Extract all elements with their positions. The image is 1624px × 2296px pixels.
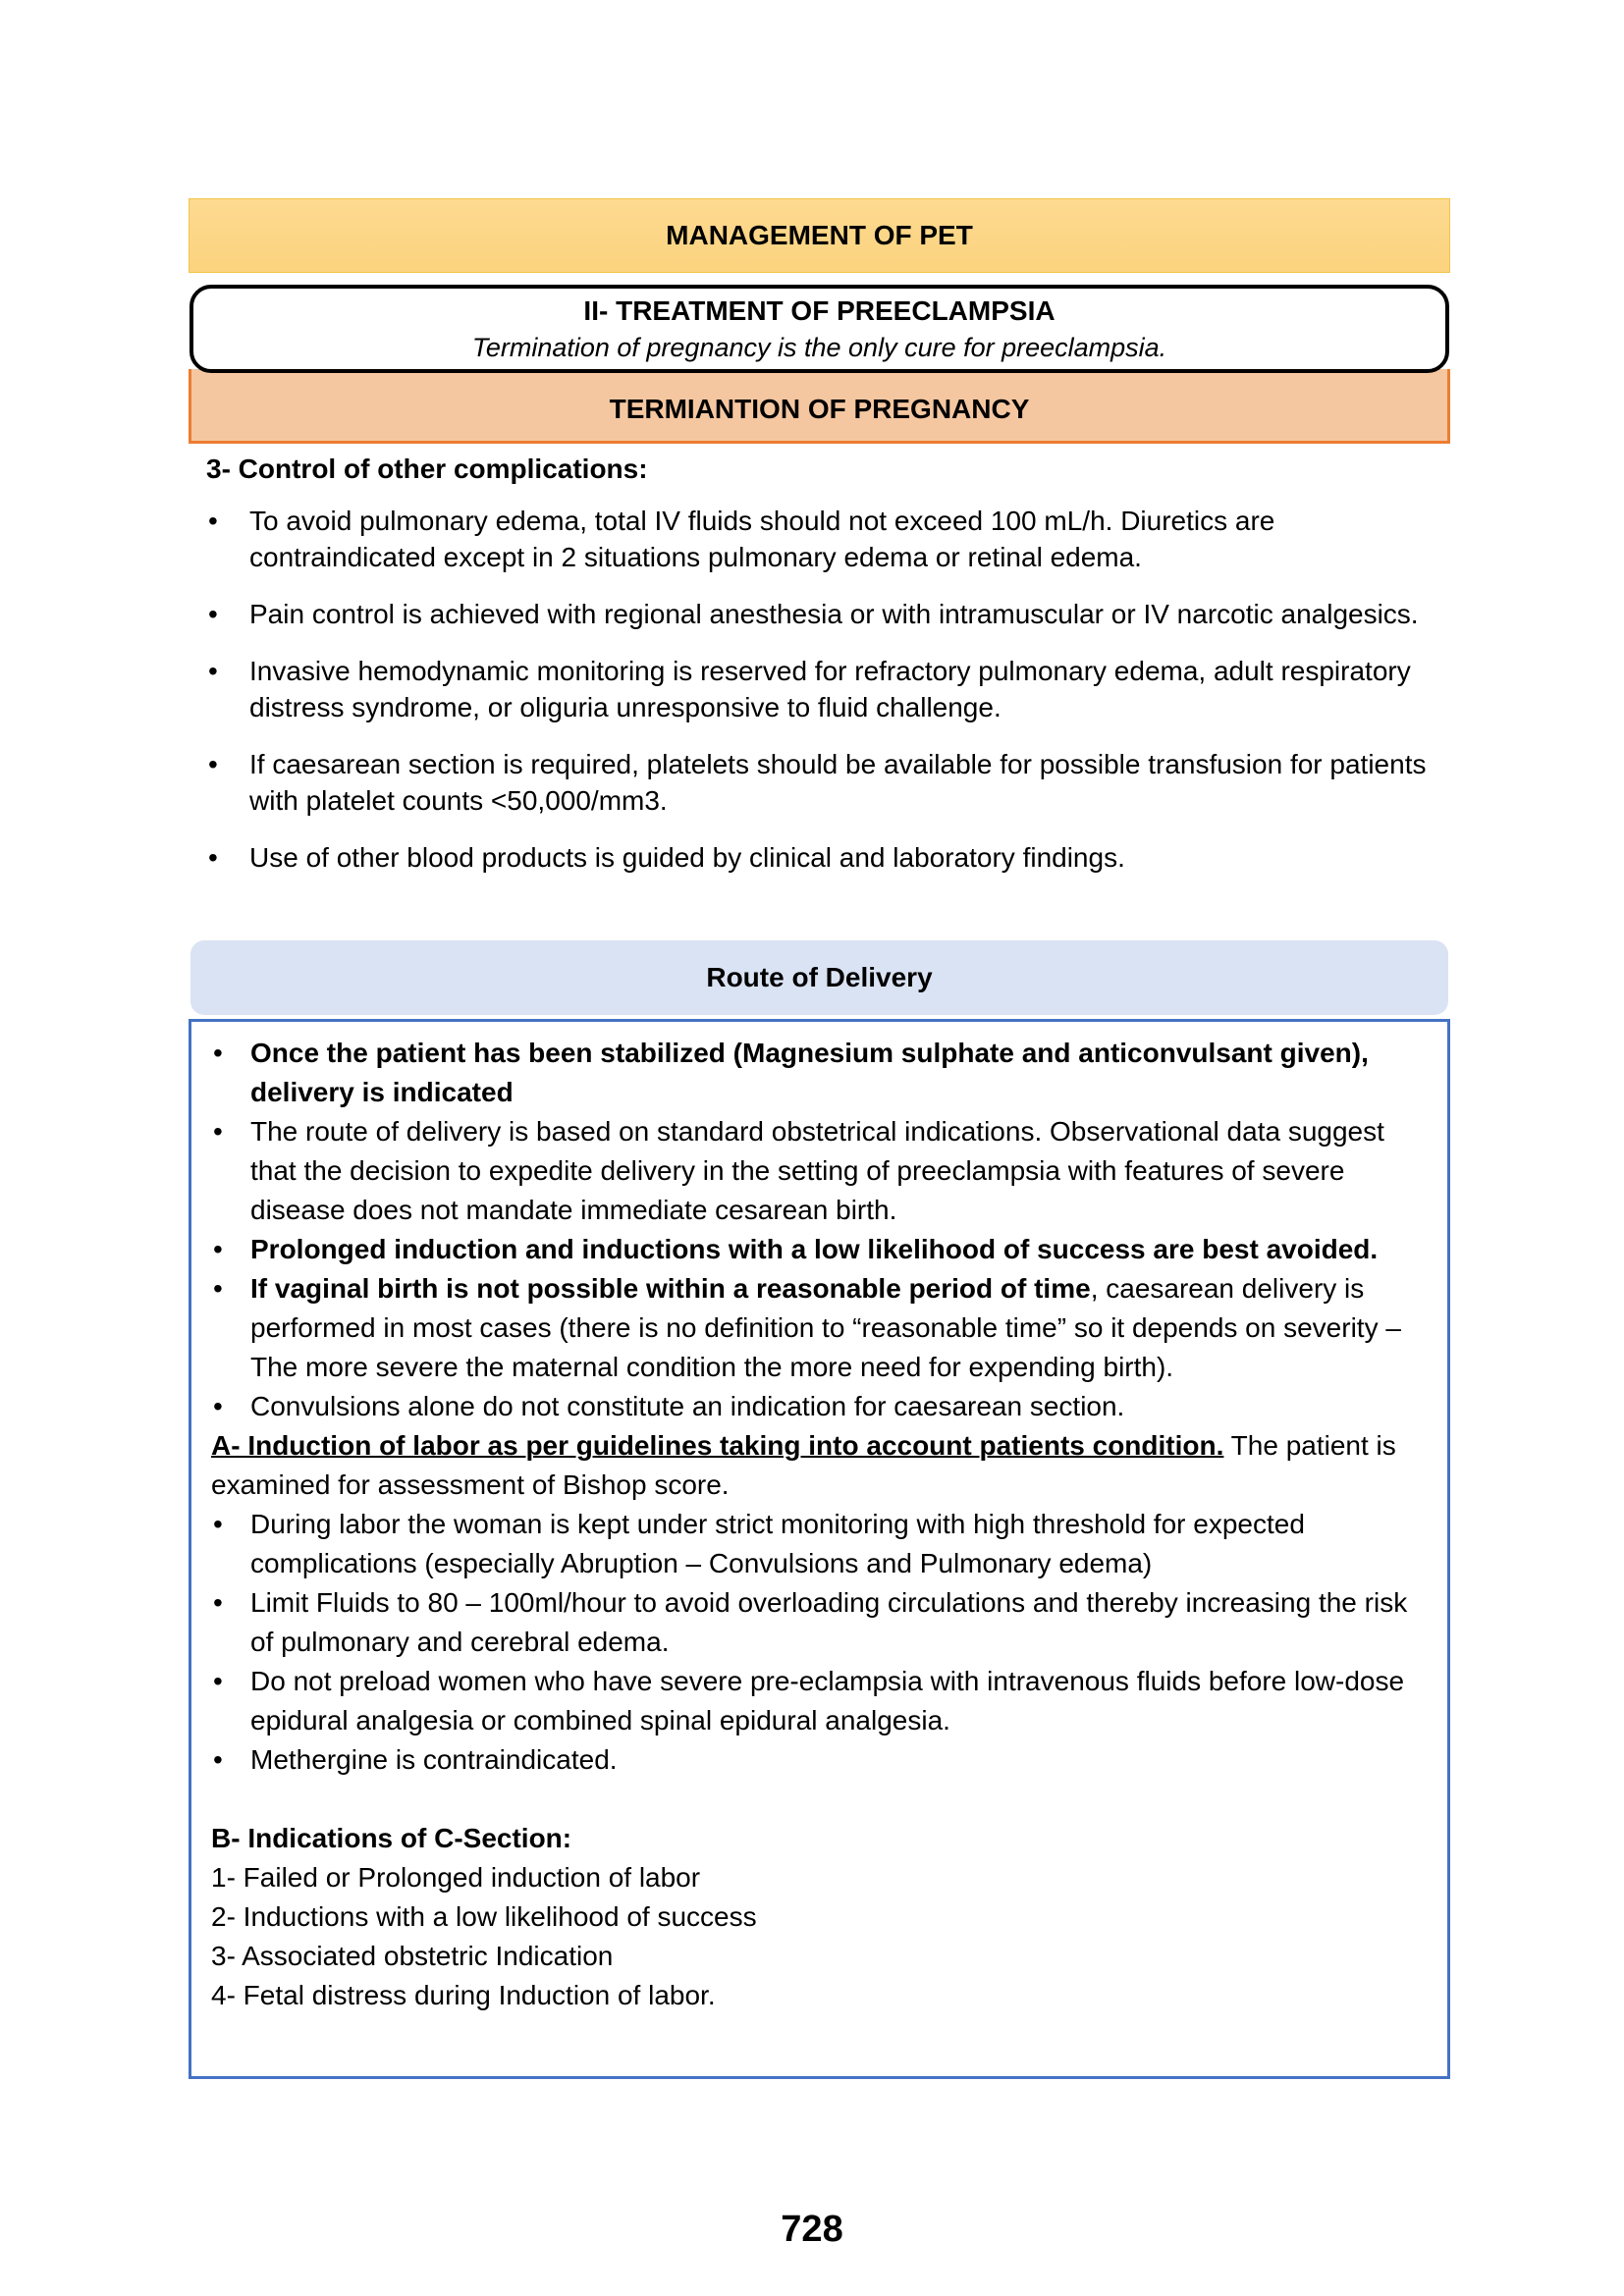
bullet-icon: • xyxy=(208,749,218,779)
list-item: • Methergine is contraindicated. xyxy=(211,1740,1434,1780)
route-of-delivery-box xyxy=(189,1019,1450,2079)
page-number: 728 xyxy=(781,2209,843,2250)
csection-item: 2- Inductions with a low likelihood of success xyxy=(211,1901,757,1932)
bullet-icon: • xyxy=(213,1391,223,1421)
bullet-icon: • xyxy=(213,1666,223,1696)
list-item: • To avoid pulmonary edema, total IV fluids should not exceed 100 mL/h. Diuretics are contraindicated except in 2 situations pulmonary edema or retinal edema. xyxy=(204,503,1432,575)
route-list xyxy=(211,1034,1434,1426)
bullet-icon: • xyxy=(213,1509,223,1539)
bullet-icon: • xyxy=(208,842,218,873)
list-item: • Use of other blood products is guided by clinical and laboratory findings. xyxy=(204,839,1432,876)
subsection-banner xyxy=(189,369,1450,444)
spacer xyxy=(211,1780,1434,1819)
page-title: MANAGEMENT OF PET xyxy=(666,220,973,250)
list-item: • Limit Fluids to 80 – 100ml/hour to avoid overloading circulations and thereby increasing the risk of pulmonary and cerebral edema. xyxy=(211,1583,1434,1662)
list-item: • If caesarean section is required, platelets should be available for possible transfusion for patients with platelet counts <50,000/mm3. xyxy=(204,746,1432,819)
csection-item: 3- Associated obstetric Indication xyxy=(211,1941,614,1971)
bullet-icon: • xyxy=(213,1587,223,1618)
list-item: • If vaginal birth is not possible within a reasonable period of time, caesarean delivery is performed in most cases (there is no definition to “reasonable time” so it depends on severity – The more severe the maternal condition the more need for expending birth). xyxy=(211,1269,1434,1387)
bullet-icon: • xyxy=(213,1744,223,1775)
route-content xyxy=(211,1034,1434,2015)
list-item: • The route of delivery is based on standard obstetrical indications. Observational data suggest that the decision to expedite delivery in the setting of preeclampsia with features of severe disease does not mandate immediate cesarean birth. xyxy=(211,1112,1434,1230)
list-item: • Do not preload women who have severe pre-eclampsia with intravenous fluids before low-dose epidural analgesia or combined spinal epidural analgesia. xyxy=(211,1662,1434,1740)
csection-item: 4- Fetal distress during Induction of labor. xyxy=(211,1980,716,2010)
route-of-delivery-banner xyxy=(190,940,1448,1015)
bullet-icon: • xyxy=(213,1273,223,1304)
subsection-title: TERMIANTION OF PREGNANCY xyxy=(609,393,1030,424)
page-title-banner xyxy=(189,198,1450,273)
route-heading: Route of Delivery xyxy=(706,962,933,992)
bullet-icon: • xyxy=(213,1234,223,1264)
induction-list xyxy=(211,1505,1434,1780)
bullet-icon: • xyxy=(213,1116,223,1147)
induction-heading: A- Induction of labor as per guidelines taking into account patients condition. xyxy=(211,1430,1224,1461)
complications-heading: 3- Control of other complications: xyxy=(206,454,648,484)
bullet-icon: • xyxy=(208,656,218,686)
list-item: • Invasive hemodynamic monitoring is reserved for refractory pulmonary edema, adult respiratory distress syndrome, or oliguria unresponsive to fluid challenge. xyxy=(204,653,1432,725)
list-item: • Convulsions alone do not constitute an indication for caesarean section. xyxy=(211,1387,1434,1426)
list-item: • Prolonged induction and inductions with a low likelihood of success are best avoided. xyxy=(211,1230,1434,1269)
induction-text: The patient is examined for assessment of Bishop score. xyxy=(211,1430,1396,1500)
csection-heading: B- Indications of C-Section: xyxy=(211,1823,572,1853)
list-item: • Pain control is achieved with regional anesthesia or with intramuscular or IV narcotic analgesics. xyxy=(204,596,1432,632)
section-subtitle: Termination of pregnancy is the only cure for preeclampsia. xyxy=(471,333,1167,362)
section-title: II- TREATMENT OF PREECLAMPSIA xyxy=(583,295,1056,326)
induction-paragraph xyxy=(211,1426,1434,1505)
list-item: • Once the patient has been stabilized (Magnesium sulphate and anticonvulsant given), delivery is indicated xyxy=(211,1034,1434,1112)
csection-item: 1- Failed or Prolonged induction of labor xyxy=(211,1862,701,1893)
complications-list xyxy=(204,503,1432,896)
section-title-box xyxy=(189,285,1449,373)
list-item: • During labor the woman is kept under strict monitoring with high threshold for expected complications (especially Abruption – Convulsions and Pulmonary edema) xyxy=(211,1505,1434,1583)
bullet-icon: • xyxy=(208,506,218,536)
bullet-icon: • xyxy=(208,599,218,629)
bullet-icon: • xyxy=(213,1038,223,1068)
